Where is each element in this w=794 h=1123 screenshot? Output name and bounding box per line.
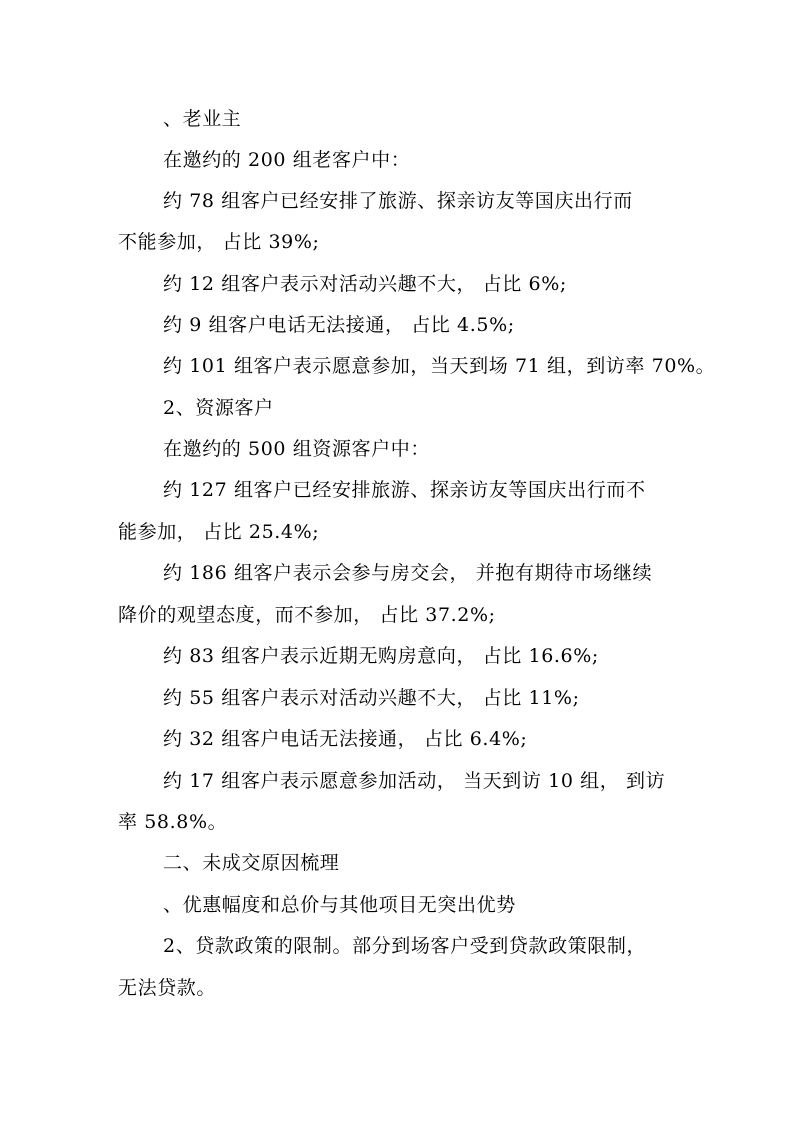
paragraph-line: 在邀约的 500 组资源客户中：: [163, 438, 430, 460]
paragraph-line: 率 58.8%。: [118, 811, 228, 833]
paragraph-line: 约 101 组客户表示愿意参加，当天到场 71 组，到访率 70%。: [163, 355, 716, 377]
paragraph-line: 2、贷款政策的限制。部分到场客户受到贷款政策限制，: [163, 935, 647, 957]
paragraph-line: 约 17 组客户表示愿意参加活动， 当天到访 10 组， 到访: [163, 770, 666, 792]
section-heading-old-owners: 、老业主: [163, 108, 242, 130]
section-heading-reasons: 二、未成交原因梳理: [163, 852, 340, 874]
paragraph-line: 降价的观望态度，而不参加， 占比 37.2%;: [118, 604, 496, 626]
paragraph-line: 能参加， 占比 25.4%;: [118, 521, 320, 543]
section-heading-resource-clients: 2、资源客户: [163, 397, 274, 419]
paragraph-line: 不能参加， 占比 39%;: [118, 231, 320, 253]
paragraph-line: 无法贷款。: [118, 977, 217, 999]
paragraph-line: 约 127 组客户已经安排旅游、探亲访友等国庆出行而不: [163, 479, 646, 501]
paragraph-line: 约 83 组客户表示近期无购房意向， 占比 16.6%;: [163, 645, 599, 667]
paragraph-line: 约 78 组客户已经安排了旅游、探亲访友等国庆出行而: [163, 190, 633, 212]
paragraph-line: 约 55 组客户表示对活动兴趣不大， 占比 11%;: [163, 687, 580, 709]
paragraph-line: 、优惠幅度和总价与其他项目无突出优势: [163, 894, 516, 916]
paragraph-line: 约 9 组客户电话无法接通， 占比 4.5%;: [163, 314, 515, 336]
paragraph-line: 约 186 组客户表示会参与房交会， 并抱有期待市场继续: [163, 562, 653, 584]
paragraph-line: 在邀约的 200 组老客户中：: [163, 149, 411, 171]
paragraph-line: 约 12 组客户表示对活动兴趣不大， 占比 6%;: [163, 273, 567, 295]
paragraph-line: 约 32 组客户电话无法接通， 占比 6.4%;: [163, 728, 528, 750]
